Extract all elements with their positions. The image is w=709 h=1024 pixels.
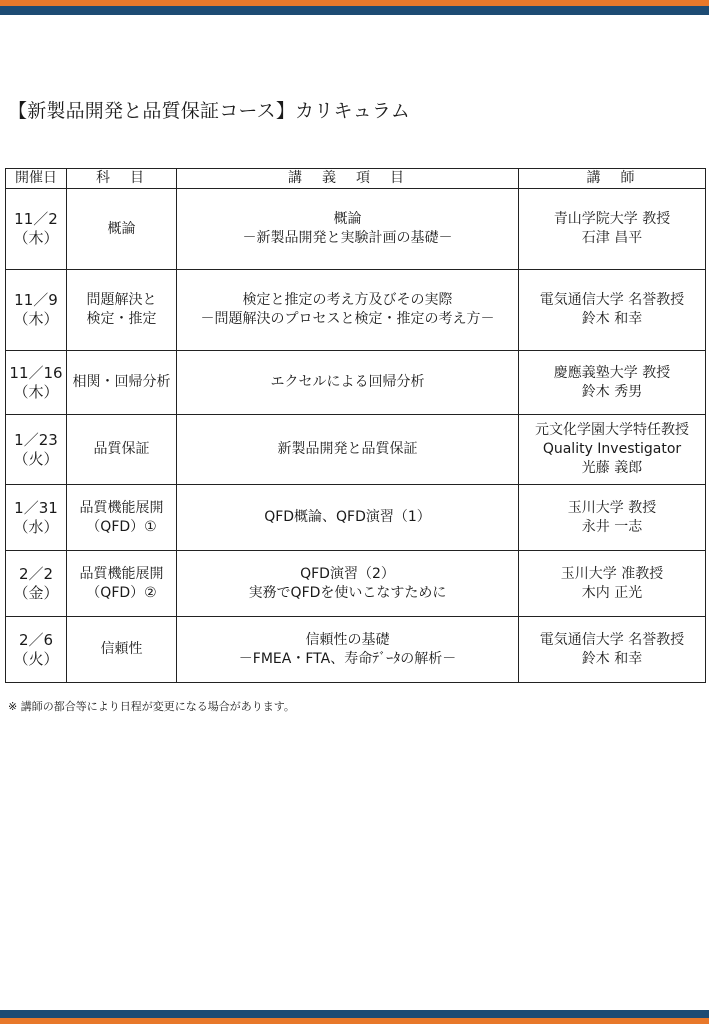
- topic-cell: [177, 551, 519, 617]
- instructor-cell: [519, 551, 706, 617]
- date: 2／2: [18, 564, 54, 583]
- subject-cell: [67, 351, 177, 415]
- weekday: （金）: [13, 583, 59, 602]
- instructor-affiliation: 電気通信大学 名誉教授: [539, 631, 685, 648]
- topic-cell: [177, 415, 519, 485]
- table-row: [6, 485, 706, 551]
- topic-line: 新製品開発と品質保証: [277, 441, 418, 457]
- subject: 品質保証: [93, 441, 150, 457]
- topic-line: 実務でQFDを使いこなすために: [248, 584, 447, 601]
- subject-cell: [67, 617, 177, 683]
- bottom-accent-bar-navy: [0, 1010, 709, 1018]
- table-row: [6, 270, 706, 351]
- topic-cell: [177, 189, 519, 270]
- instructor-name: 光藤 義郎: [581, 460, 643, 476]
- instructor-affiliation: 青山学院大学 教授: [553, 211, 671, 227]
- date: 1／23: [14, 430, 58, 449]
- weekday: （木）: [13, 310, 59, 328]
- topic-cell: [177, 270, 519, 351]
- topic-line: QFD概論、QFD演習（1）: [264, 509, 431, 525]
- top-accent-bar-navy: [0, 6, 709, 15]
- instructor-cell: [519, 617, 706, 683]
- date: 11／2: [14, 210, 58, 228]
- subject-cell: [67, 485, 177, 551]
- date: 1／31: [14, 498, 58, 517]
- instructor-name: 石津 昌平: [581, 230, 643, 246]
- topic-line: エクセルによる回帰分析: [270, 374, 425, 390]
- header-topic: 講 義 項 目: [177, 169, 519, 189]
- topic-line: 信頼性の基礎: [305, 631, 390, 648]
- date: 11／9: [14, 291, 58, 309]
- curriculum-table: [5, 168, 706, 683]
- table-row: [6, 189, 706, 270]
- instructor-affiliation: 玉川大学 教授: [567, 499, 657, 516]
- header-date: 開催日: [6, 169, 67, 189]
- topic-line: －FMEA・FTA、寿命ﾃﾞｰﾀの解析－: [238, 650, 457, 667]
- subject-cell: [67, 189, 177, 270]
- table-row: [6, 415, 706, 485]
- subject-cell: [67, 551, 177, 617]
- subject: （QFD）②: [86, 584, 157, 601]
- instructor-affiliation: 元文化学園大学特任教授: [535, 422, 689, 438]
- topic-line: 検定と推定の考え方及びその実際: [242, 292, 453, 308]
- instructor-name: 鈴木 和幸: [581, 311, 643, 327]
- date-cell: [6, 551, 67, 617]
- table-row: [6, 351, 706, 415]
- date: 11／16: [9, 363, 63, 382]
- bottom-accent-bar-orange: [0, 1018, 709, 1024]
- instructor-affiliation: 玉川大学 准教授: [560, 565, 664, 582]
- instructor-name: 永井 一志: [581, 518, 643, 535]
- instructor-name: 鈴木 和幸: [581, 650, 643, 667]
- instructor-name: 木内 正光: [581, 584, 643, 601]
- topic-cell: [177, 351, 519, 415]
- subject: 問題解決と: [86, 292, 157, 308]
- subject: （QFD）①: [86, 518, 157, 535]
- table-row: [6, 551, 706, 617]
- weekday: （木）: [13, 229, 59, 247]
- subject-cell: [67, 270, 177, 351]
- instructor-cell: [519, 485, 706, 551]
- date-cell: [6, 189, 67, 270]
- instructor-affiliation: 電気通信大学 名誉教授: [539, 292, 685, 308]
- weekday: （木）: [13, 382, 59, 401]
- date-cell: [6, 617, 67, 683]
- subject: 品質機能展開: [79, 499, 164, 516]
- weekday: （水）: [13, 517, 59, 536]
- header-subject: 科 目: [67, 169, 177, 189]
- date: 2／6: [18, 630, 54, 649]
- subject: 品質機能展開: [79, 565, 164, 582]
- subject: 相関・回帰分析: [72, 374, 171, 390]
- weekday: （火）: [13, 449, 59, 468]
- topic-line: －新製品開発と実験計画の基礎－: [242, 230, 453, 246]
- topic-cell: [177, 485, 519, 551]
- table-header-row: [6, 169, 706, 189]
- date-cell: [6, 351, 67, 415]
- instructor-affiliation: 慶應義塾大学 教授: [553, 364, 671, 381]
- subject-cell: [67, 415, 177, 485]
- subject: 検定・推定: [86, 311, 157, 327]
- instructor-cell: [519, 270, 706, 351]
- instructor-cell: [519, 189, 706, 270]
- subject: 概論: [107, 220, 136, 237]
- subject: 信頼性: [100, 641, 143, 657]
- schedule-change-note: ※ 講師の都合等により日程が変更になる場合があります。: [8, 700, 295, 713]
- instructor-title: Quality Investigator: [542, 441, 682, 457]
- weekday: （火）: [13, 649, 59, 668]
- header-instructor: 講 師: [519, 169, 706, 189]
- topic-line: QFD演習（2）: [300, 565, 395, 582]
- table-row: [6, 617, 706, 683]
- instructor-name: 鈴木 秀男: [581, 383, 643, 400]
- instructor-cell: [519, 415, 706, 485]
- topic-line: 概論: [333, 211, 362, 227]
- date-cell: [6, 270, 67, 351]
- date-cell: [6, 485, 67, 551]
- topic-line: －問題解決のプロセスと検定・推定の考え方－: [200, 311, 495, 327]
- instructor-cell: [519, 351, 706, 415]
- topic-cell: [177, 617, 519, 683]
- page-title: 【新製品開発と品質保証コース】カリキュラム: [8, 100, 411, 122]
- date-cell: [6, 415, 67, 485]
